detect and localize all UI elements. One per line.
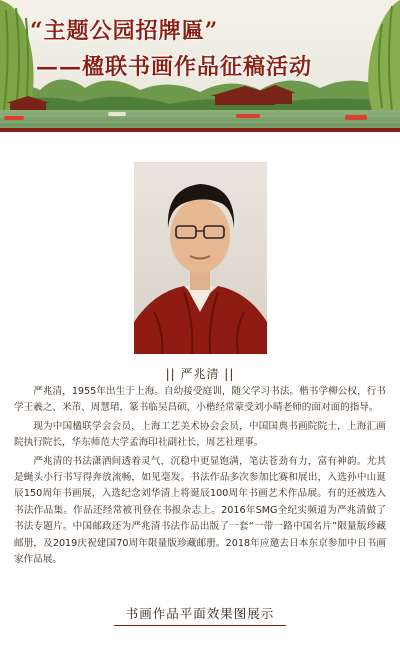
bio-paragraph: 严兆清的书法潇洒间透着灵气，沉稳中更显饱满，笔法苍劲有力，富有神韵。尤其是蝇头小行书写得奔放流畅，如见毫发。书法作品多次参加比赛和展出，入选孙中山诞辰150周年书画展，入选纪念刘华清上将诞辰100周年书画艺术作品展。有的还被选入书法作品集。作品还经常被刊登在书报杂志上。2016年SMG全纪实频道为严兆清做了书法专题片。中国邮政还为严兆清书法作品出版了一套“一带一路中国名片”限量版珍藏邮册，及2019庆祝建国70周年限量版珍藏邮册。2018年应邀去日本东京参加中日书画家作品展。 (14, 455, 386, 566)
banner-title-line2: ——楹联书画作品征稿活动 (36, 54, 313, 80)
section-title: 书画作品平面效果图展示 (125, 606, 275, 621)
biography-text (14, 384, 386, 570)
section-divider (114, 625, 286, 626)
bio-paragraph: 现为中国楹联学会会员，上海工艺美术协会会员，中国国典书画院院士，上海汇画院执行院长，华东师范大学孟海印社副社长，周艺社理事。 (14, 420, 386, 449)
person-name-caption: || 严兆清 || (165, 367, 235, 381)
header-banner (0, 0, 400, 132)
bio-paragraph: 严兆清，1955年出生于上海。自幼接受庭训，随父学习书法。楷书学柳公权，行书学王羲之、米芾、周慧珺，篆书临吴昌硕，小楷经常蒙受刘小晴老师的面对面的指导。 (14, 386, 386, 414)
portrait-photo (134, 162, 267, 354)
person-portrait-illustration (134, 162, 267, 354)
banner-title-line1: “主题公园招牌匾” (30, 18, 219, 44)
